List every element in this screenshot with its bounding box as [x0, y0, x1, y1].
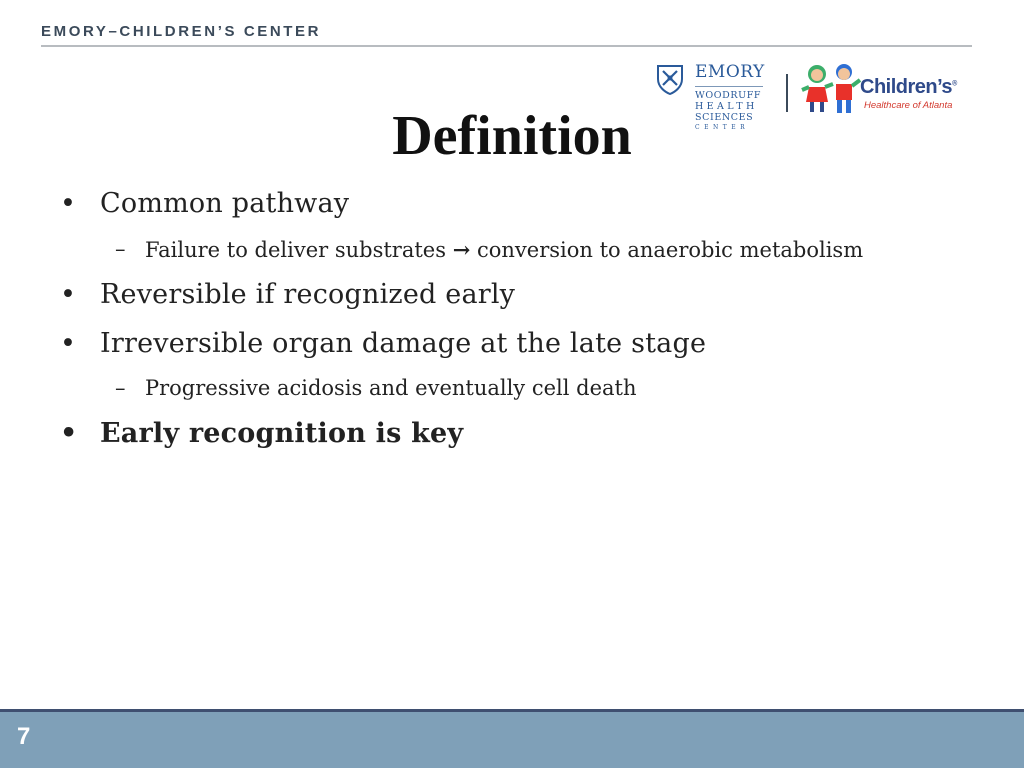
emory-line-4: CENTER — [695, 124, 750, 131]
slide-title: Definition — [392, 105, 632, 167]
sub-bullet-text — [145, 237, 863, 262]
bullet-text: Common pathway — [100, 188, 350, 219]
bullet-dot: • — [60, 328, 77, 359]
emory-divider — [695, 86, 763, 87]
footer-bar — [0, 712, 1024, 768]
emory-line-3: SCIENCES — [695, 112, 754, 123]
header-rule — [41, 45, 972, 47]
bullet-dot: • — [60, 418, 78, 449]
emory-line-1: WOODRUFF — [695, 90, 762, 101]
bullet-text: Irreversible organ damage at the late stage — [100, 328, 707, 359]
registered-mark: ® — [952, 80, 957, 88]
emory-shield-icon — [655, 63, 685, 95]
page-number: 7 — [17, 723, 31, 750]
emory-name: EMORY — [695, 62, 765, 82]
bullet-text: Reversible if recognized early — [100, 279, 516, 310]
bullet-dot: • — [60, 279, 77, 310]
childrens-name — [860, 76, 957, 99]
childrens-subtitle: Healthcare of Atlanta — [864, 100, 953, 111]
bullet-dot: • — [60, 188, 77, 219]
childrens-name-text: Children’s — [860, 76, 953, 98]
sub-text-after: conversion to anaerobic metabolism — [476, 238, 864, 262]
sub-bullet-text: Progressive acidosis and eventually cell death — [145, 376, 637, 400]
header-title: EMORY–CHILDREN’S CENTER — [41, 23, 322, 40]
emory-line-2: HEALTH — [695, 101, 758, 112]
sub-bullet-dash: – — [115, 237, 126, 261]
right-arrow-icon: → — [452, 237, 471, 262]
sub-bullet-dash: – — [115, 376, 126, 400]
sub-text-before: Failure to deliver substrates — [145, 238, 446, 262]
bullet-text: Early recognition is key — [100, 418, 464, 449]
